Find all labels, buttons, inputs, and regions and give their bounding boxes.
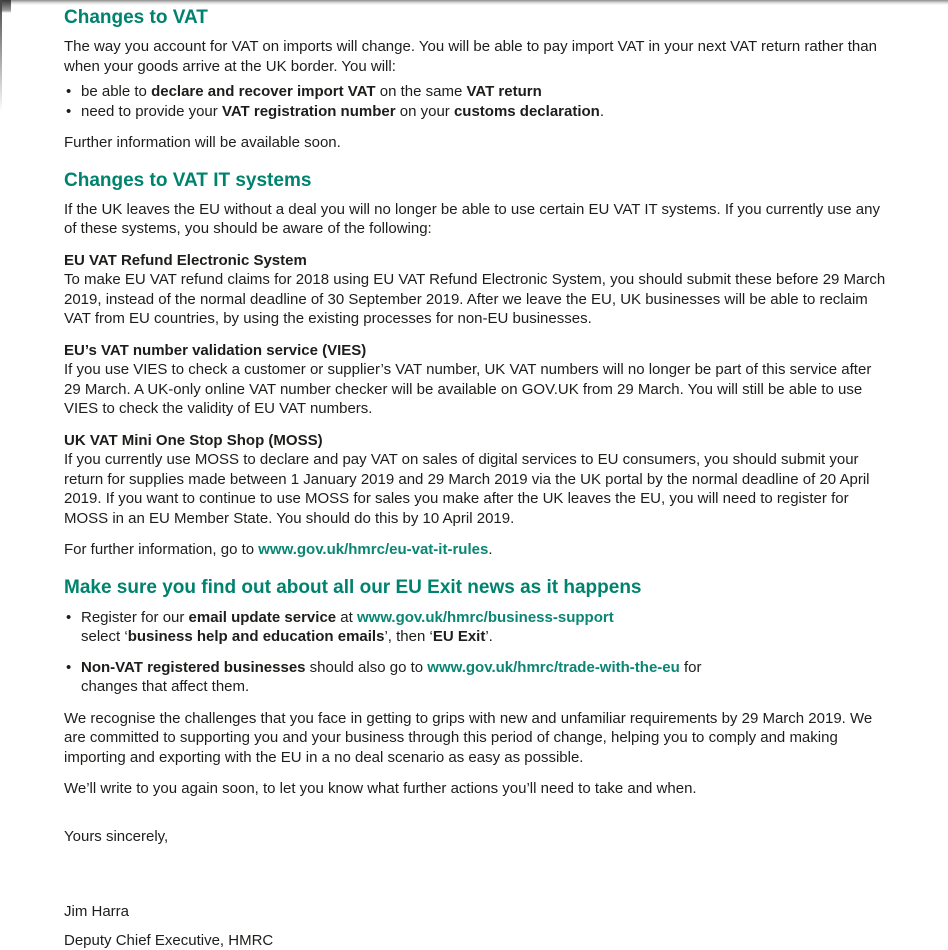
signatory-title: Deputy Chief Executive, HMRC [64, 931, 888, 950]
list-item [64, 102, 888, 122]
letter-body [64, 6, 888, 950]
text-run-bold: business help and education emails [128, 628, 385, 645]
text-run: For further information, go to [64, 541, 258, 558]
text-run: . [600, 103, 604, 120]
text-run-bold: VAT registration number [222, 103, 396, 120]
text-run-bold: VAT return [466, 83, 541, 100]
section-heading-eu-exit-news: Make sure you find out about all our EU Exit news as it happens [64, 576, 888, 599]
vat-intro-paragraph: The way you account for VAT on imports will change. You will be able to pay import VAT in your next VAT return rather than when your goods arrive at the UK border. You will: [64, 37, 888, 76]
subsection-moss [64, 431, 888, 529]
text-run: . [488, 541, 492, 558]
text-run: select ‘ [81, 628, 128, 645]
text-run: ’, then ‘ [384, 628, 432, 645]
list-item [64, 658, 888, 697]
text-run: for [680, 659, 702, 676]
top-edge-shadow [0, 0, 948, 5]
vat-bullet-list [64, 82, 888, 121]
closing-paragraph-2: We’ll write to you again soon, to let you know what further actions you’ll need to take and when. [64, 779, 888, 799]
subsection-vies [64, 341, 888, 419]
text-run-bold: customs declaration [454, 103, 600, 120]
link-trade-with-the-eu[interactable]: www.gov.uk/hmrc/trade-with-the-eu [427, 659, 680, 676]
subsection-title-moss: UK VAT Mini One Stop Shop (MOSS) [64, 431, 888, 451]
further-info-line [64, 540, 888, 560]
text-run: on your [396, 103, 454, 120]
text-run-bold: EU Exit [433, 628, 486, 645]
text-run: on the same [376, 83, 467, 100]
news-bullet-list [64, 608, 888, 697]
left-edge-shadow [0, 0, 2, 112]
subsection-title-refund: EU VAT Refund Electronic System [64, 251, 888, 271]
subsection-body-refund: To make EU VAT refund claims for 2018 using EU VAT Refund Electronic System, you should submit these before 29 March 2019, instead of the normal deadline of 30 September 2019. After we leave the EU, UK businesses will be able to reclaim VAT from EU countries, by using the existing processes for non-EU businesses. [64, 270, 888, 329]
closing-paragraph: We recognise the challenges that you face in getting to grips with new and unfamiliar requirements by 29 March 2019. We are committed to supporting you and your business through this period of change, helping you to comply and making importing and exporting with the EU in a no deal scenario as easy as possible. [64, 709, 888, 768]
text-run: be able to [81, 83, 151, 100]
text-run: changes that affect them. [81, 678, 249, 695]
section-heading-vat-it-systems: Changes to VAT IT systems [64, 169, 888, 192]
link-business-support[interactable]: www.gov.uk/hmrc/business-support [357, 609, 614, 626]
text-run: Register for our [81, 609, 189, 626]
list-item [64, 608, 888, 647]
subsection-refund [64, 251, 888, 329]
section-heading-changes-to-vat: Changes to VAT [64, 6, 888, 29]
subsection-title-vies: EU’s VAT number validation service (VIES) [64, 341, 888, 361]
subsection-body-vies: If you use VIES to check a customer or supplier’s VAT number, UK VAT numbers will no longer be part of this service after 29 March. A UK-only online VAT number checker will be available on GOV.UK from 29 March. You will still be able to use VIES to check the validity of EU VAT numbers. [64, 360, 888, 419]
it-systems-intro-paragraph: If the UK leaves the EU without a deal you will no longer be able to use certain EU VAT IT systems. If you currently use any of these systems, you should be aware of the following: [64, 200, 888, 239]
text-run: ’. [485, 628, 493, 645]
text-run-bold: declare and recover import VAT [151, 83, 376, 100]
list-item [64, 82, 888, 102]
valediction: Yours sincerely, [64, 827, 888, 847]
text-run: should also go to [306, 659, 428, 676]
text-run: at [336, 609, 357, 626]
text-run-bold: email update service [189, 609, 337, 626]
signatory-name: Jim Harra [64, 902, 888, 922]
text-run: need to provide your [81, 103, 222, 120]
vat-outro-paragraph: Further information will be available soon. [64, 133, 888, 153]
subsection-body-moss: If you currently use MOSS to declare and pay VAT on sales of digital services to EU consumers, you should submit your return for supplies made between 1 January 2019 and 29 March 2019 via the UK portal by the normal deadline of 20 April 2019. If you want to continue to use MOSS for sales you make after the UK leaves the EU, you will need to register for MOSS in an EU Member State. You should do this by 10 April 2019. [64, 450, 888, 528]
link-eu-vat-it-rules[interactable]: www.gov.uk/hmrc/eu-vat-it-rules [258, 541, 488, 558]
text-run-bold: Non-VAT registered businesses [81, 659, 306, 676]
